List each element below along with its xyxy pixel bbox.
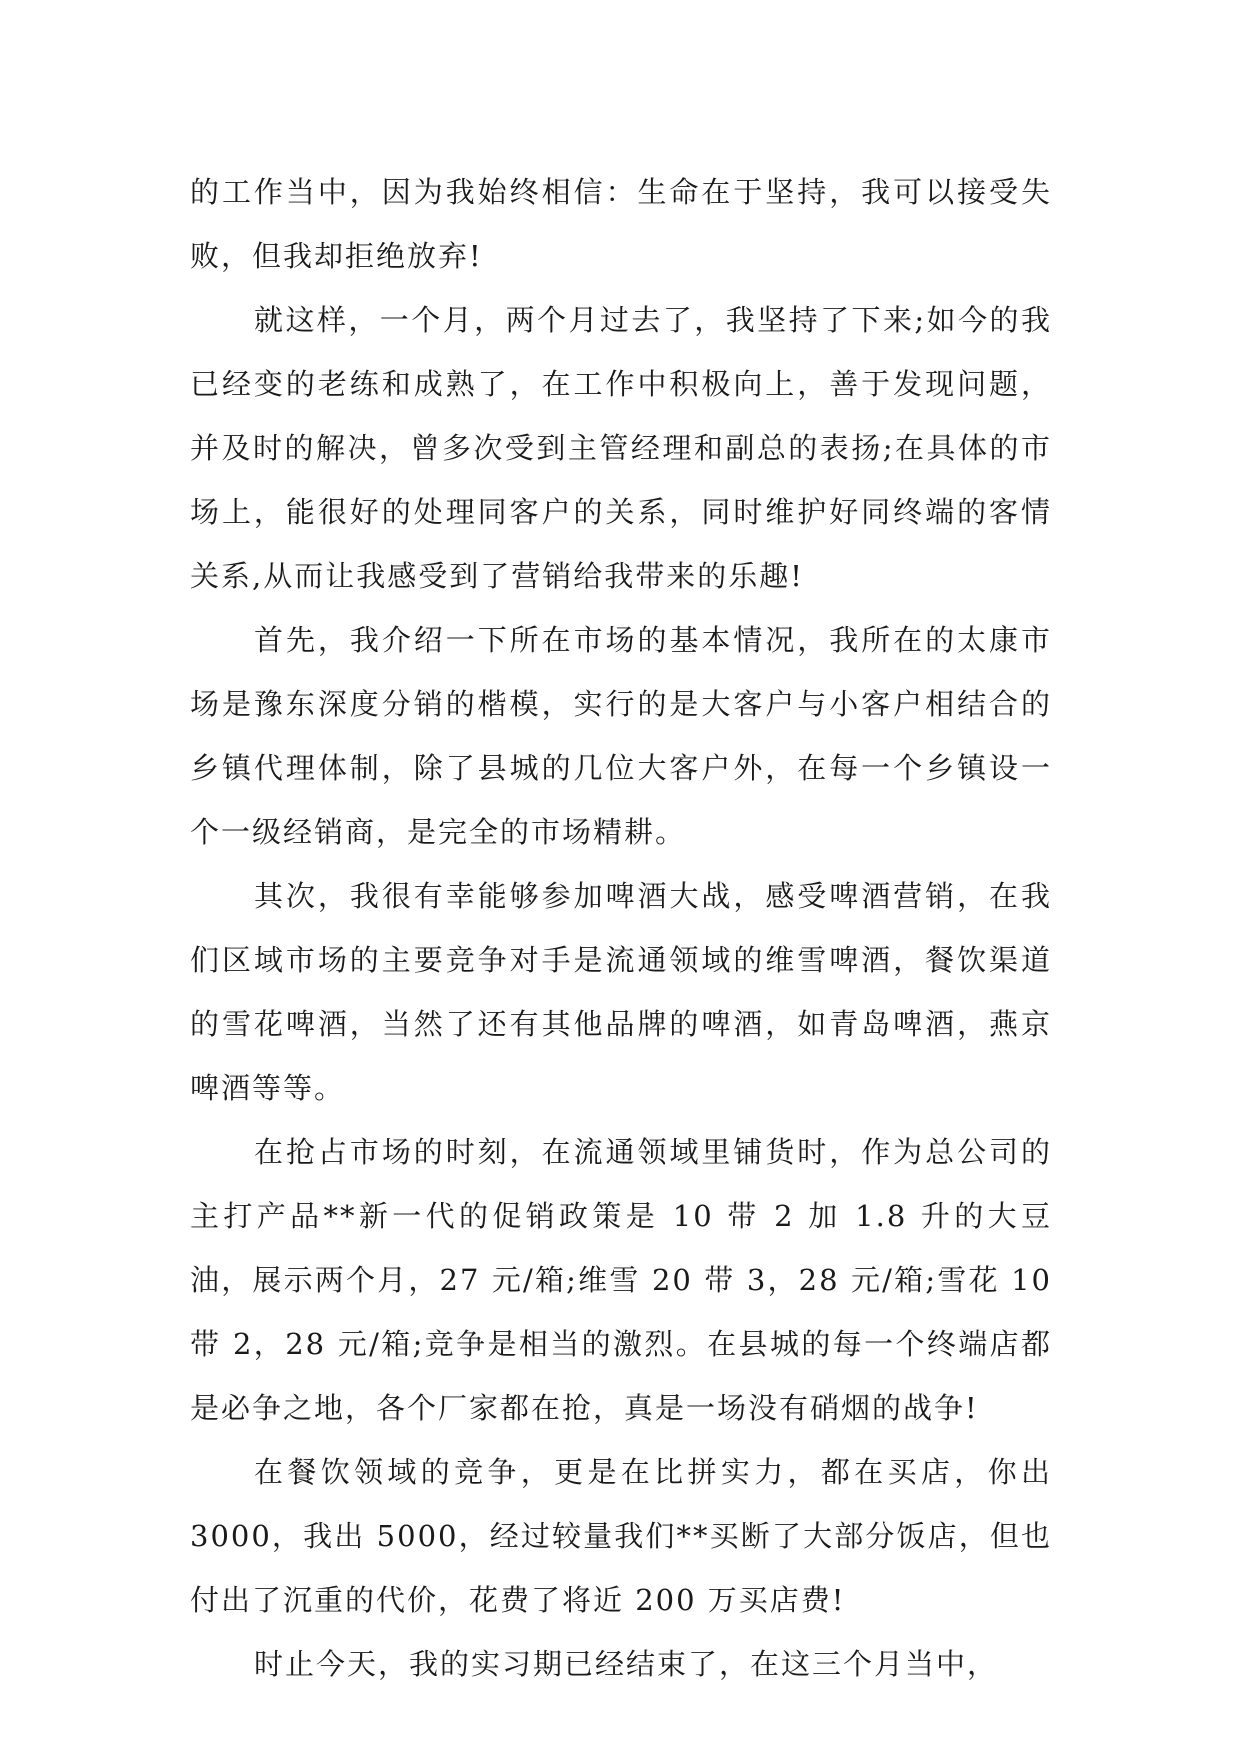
document-body bbox=[190, 160, 1052, 1696]
paragraph: 时止今天，我的实习期已经结束了，在这三个月当中， bbox=[254, 1647, 999, 1681]
paragraph: 首先，我介绍一下所在市场的基本情况，我所在的太康市场是豫东深度分销的楷模，实行的是大客户与小客户相结合的乡镇代理体制，除了县城的几位大客户外，在每一个乡镇设一个一级经销商，是完全的市场精耕。 bbox=[190, 623, 1052, 849]
paragraph: 在餐饮领域的竞争，更是在比拼实力，都在买店，你出 3000，我出 5000，经过较量我们**买断了大部分饭店，但也付出了沉重的代价，花费了将近 200 万买店费! bbox=[190, 1455, 1052, 1617]
paragraph-continuation: 的工作当中，因为我始终相信：生命在于坚持，我可以接受失败，但我却拒绝放弃! bbox=[190, 175, 1052, 273]
paragraph: 就这样，一个月，两个月过去了，我坚持了下来;如今的我已经变的老练和成熟了，在工作中积极向上，善于发现问题，并及时的解决，曾多次受到主管经理和副总的表扬;在具体的市场上，能很好的处理同客户的关系，同时维护好同终端的客情关系,从而让我感受到了营销给我带来的乐趣! bbox=[190, 303, 1052, 593]
paragraph: 在抢占市场的时刻，在流通领域里铺货时，作为总公司的主打产品**新一代的促销政策是 10 带 2 加 1.8 升的大豆油，展示两个月，27 元/箱;维雪 20 带 3，28 元/箱;雪花 10 带 2，28 元/箱;竞争是相当的激烈。在县城的每一个终端店都是必争之地，各个厂家都在抢，真是一场没有硝烟的战争! bbox=[190, 1135, 1052, 1425]
paragraph: 其次，我很有幸能够参加啤酒大战，感受啤酒营销，在我们区域市场的主要竞争对手是流通领域的维雪啤酒，餐饮渠道的雪花啤酒，当然了还有其他品牌的啤酒，如青岛啤酒，燕京啤酒等等。 bbox=[190, 879, 1052, 1105]
